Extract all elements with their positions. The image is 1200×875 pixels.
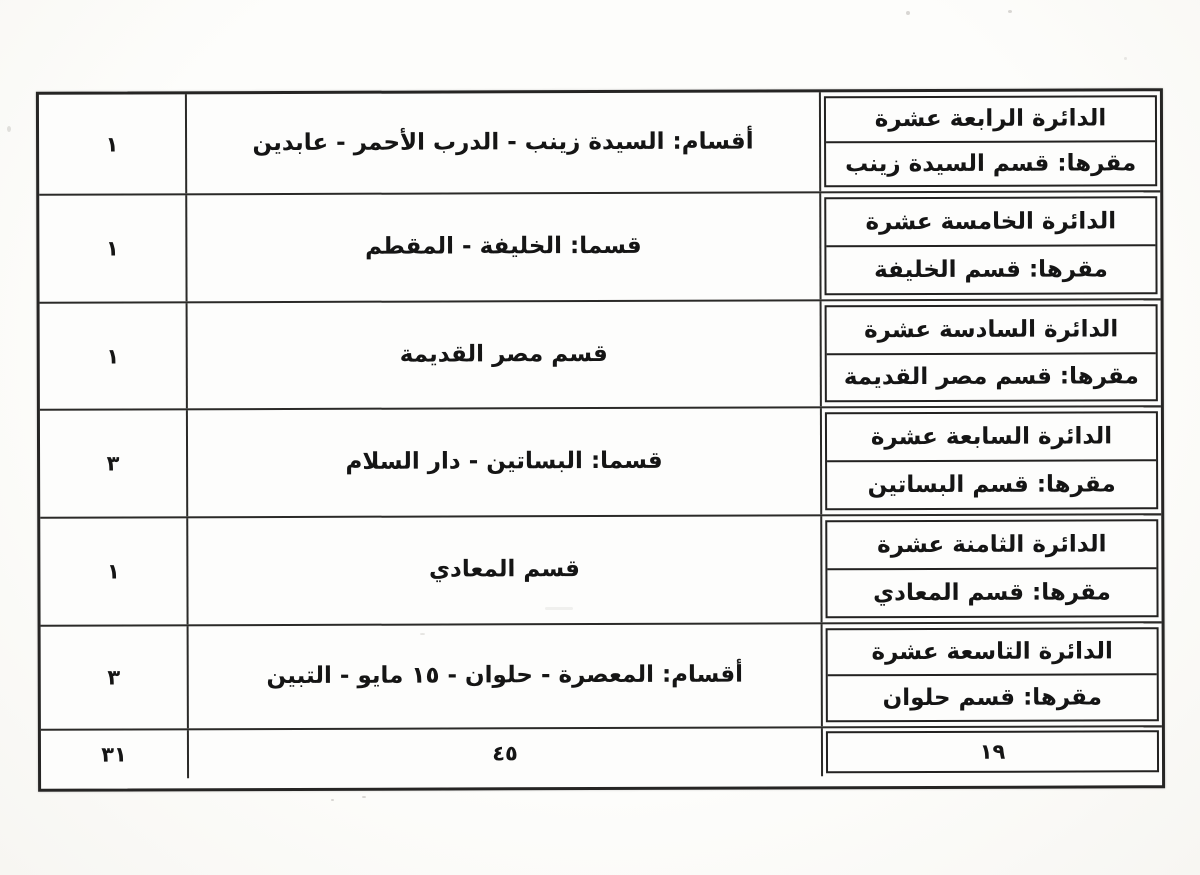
district-cell bbox=[821, 91, 1160, 191]
count-cell bbox=[39, 94, 187, 193]
districts-table bbox=[36, 88, 1165, 792]
district-box bbox=[825, 519, 1158, 618]
totals-districts-value: ١٩ bbox=[826, 730, 1159, 773]
district-cell bbox=[822, 515, 1161, 622]
count-value: ١ bbox=[105, 236, 119, 261]
table-row bbox=[39, 91, 1160, 196]
totals-counts-value: ٣١ bbox=[101, 742, 127, 767]
sections-cell bbox=[187, 92, 821, 193]
district-hq: مقرها: قسم حلوان bbox=[882, 684, 1103, 712]
table-row bbox=[40, 515, 1161, 627]
district-cell bbox=[822, 300, 1161, 406]
district-name: الدائرة السابعة عشرة bbox=[827, 413, 1156, 462]
table-row bbox=[41, 623, 1162, 731]
totals-districts-cell bbox=[823, 727, 1162, 776]
sections-cell bbox=[188, 516, 822, 624]
scan-speck bbox=[420, 633, 425, 635]
scan-smudge bbox=[545, 607, 573, 610]
count-cell bbox=[41, 626, 189, 728]
totals-row bbox=[41, 727, 1162, 779]
district-name: الدائرة الرابعة عشرة bbox=[826, 97, 1155, 143]
count-cell bbox=[40, 410, 188, 516]
sections-text: قسم المعادي bbox=[428, 556, 580, 584]
district-cell bbox=[822, 407, 1161, 514]
scan-speck bbox=[1124, 57, 1127, 60]
table-row bbox=[39, 192, 1160, 304]
sections-cell bbox=[189, 624, 823, 728]
sections-text: أقسام: السيدة زينب - الدرب الأحمر - عابدين bbox=[252, 128, 754, 157]
count-cell bbox=[40, 303, 188, 408]
district-name: الدائرة التاسعة عشرة bbox=[828, 629, 1157, 676]
district-box bbox=[825, 411, 1158, 510]
district-cell bbox=[823, 623, 1162, 726]
district-hq: مقرها: قسم السيدة زينب bbox=[844, 150, 1137, 177]
sections-text: قسما: البساتين - دار السلام bbox=[345, 448, 663, 476]
district-box bbox=[824, 196, 1157, 295]
scan-speck bbox=[331, 799, 334, 801]
sections-text: أقسام: المعصرة - حلوان - ١٥ مايو - التبين bbox=[266, 662, 744, 690]
count-value: ١ bbox=[105, 132, 119, 157]
count-value: ١ bbox=[106, 559, 120, 584]
district-box bbox=[826, 627, 1159, 722]
totals-sections-cell bbox=[189, 728, 823, 778]
count-value: ٣ bbox=[106, 451, 120, 476]
district-box bbox=[825, 304, 1158, 402]
count-cell bbox=[39, 195, 187, 301]
district-box bbox=[824, 95, 1157, 187]
scan-speck bbox=[7, 126, 11, 132]
district-hq: مقرها: قسم المعادي bbox=[873, 579, 1111, 607]
district-name: الدائرة الخامسة عشرة bbox=[826, 198, 1155, 247]
table-row bbox=[40, 407, 1161, 519]
scan-speck bbox=[362, 796, 366, 798]
sections-text: قسم مصر القديمة bbox=[399, 340, 608, 368]
sections-cell bbox=[187, 193, 821, 301]
count-value: ١ bbox=[106, 344, 120, 369]
district-hq: مقرها: قسم الخليفة bbox=[874, 256, 1108, 284]
sections-cell bbox=[188, 301, 822, 408]
totals-counts-cell bbox=[41, 730, 189, 778]
count-value: ٣ bbox=[107, 665, 121, 690]
district-hq: مقرها: قسم البساتين bbox=[867, 471, 1116, 499]
district-name: الدائرة الثامنة عشرة bbox=[827, 521, 1156, 570]
scan-speck bbox=[906, 11, 910, 15]
district-cell bbox=[821, 192, 1160, 299]
sections-text: قسما: الخليفة - المقطم bbox=[365, 233, 642, 261]
scan-speck bbox=[1008, 10, 1012, 13]
district-hq: مقرها: قسم مصر القديمة bbox=[843, 363, 1139, 391]
sections-cell bbox=[188, 408, 822, 516]
count-cell bbox=[40, 518, 188, 624]
district-name: الدائرة السادسة عشرة bbox=[827, 306, 1156, 355]
table-row bbox=[40, 300, 1161, 411]
totals-sections-value: ٤٥ bbox=[492, 741, 518, 766]
